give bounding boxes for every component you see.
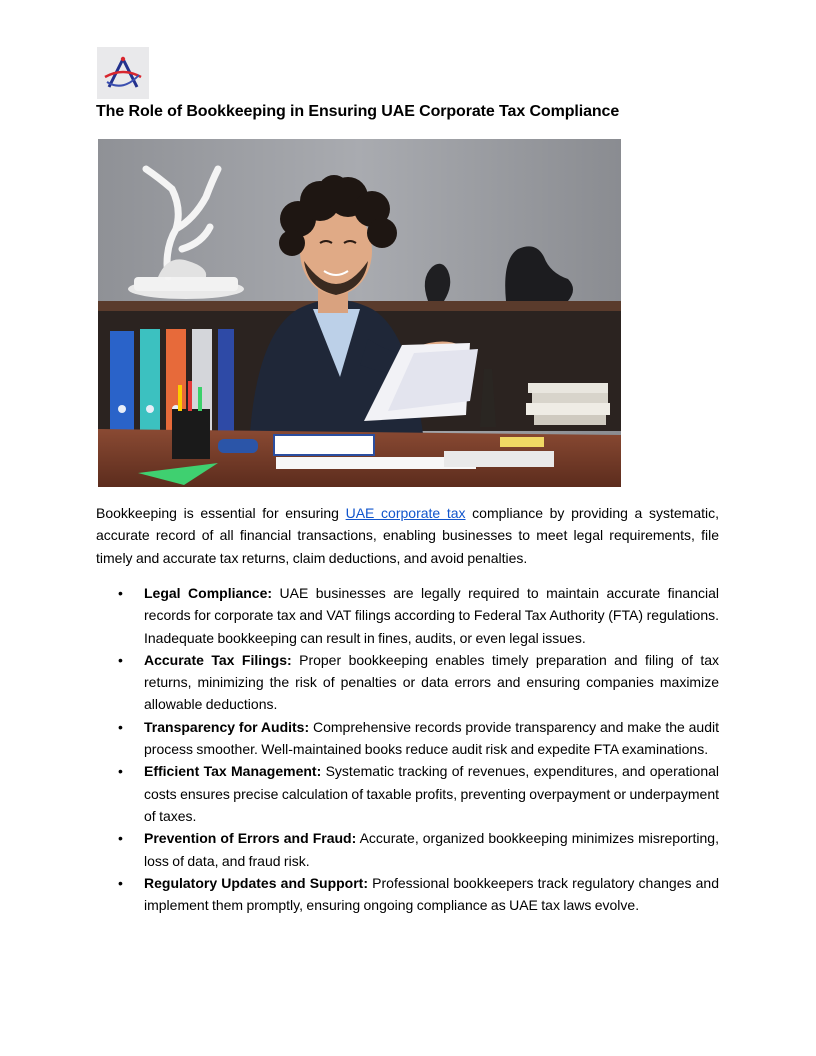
intro-paragraph [96,502,719,569]
intro-text-end: compliance by providing a systematic, accurate record of all financial transactions, enabling businesses to meet legal requirements, file timely and accurate tax returns, claim deductions, and avoid penalties. [96,505,719,566]
list-item-legal-compliance [118,582,719,649]
bullet-icon: • [118,830,123,847]
hero-image [98,139,621,487]
bullet-icon: • [118,763,123,780]
bullet-term: Transparency for Audits: [144,718,310,735]
bullet-term: Regulatory Updates and Support: [144,874,369,891]
uae-corporate-tax-link[interactable]: UAE corporate tax [345,505,466,521]
list-item-regulatory-updates [118,872,719,917]
page-title: The Role of Bookkeeping in Ensuring UAE Corporate Tax Compliance [96,103,620,120]
bullet-term: Prevention of Errors and Fraud: [144,830,357,847]
bullet-term: Accurate Tax Filings: [144,651,292,668]
bullet-text: Systematic tracking of revenues, expenditures, and operational costs ensures precise calculation of taxable profits, preventing overpayment or underpayment of taxes. [144,763,720,824]
intro-text-start: Bookkeeping is essential for ensuring [96,505,346,521]
bullet-icon: • [118,585,123,601]
company-logo [97,47,149,99]
bullet-icon: • [118,874,123,891]
benefits-list [118,582,720,916]
bullet-text: UAE businesses are legally required to maintain accurate financial records for corporate tax and VAT filings according to Federal Tax Authority (FTA) regulations. Inadequate bookkeeping can result in fines, audits, or even legal issues. [144,585,719,646]
bullet-text: Accurate, organized bookkeeping minimizes misreporting, loss of data, and fraud risk. [144,830,719,869]
bullet-text: Professional bookkeepers track regulatory changes and implement them promptly, ensuring ongoing compliance as UAE tax laws evolve. [144,874,719,914]
bullet-icon: • [118,718,123,735]
bullet-term: Legal Compliance: [144,585,273,601]
company-logo-icon [97,47,149,99]
list-item-transparency-for-audits [118,716,719,761]
list-item-accurate-tax-filings [118,649,720,716]
bullet-text: Proper bookkeeping enables timely preparation and filing of tax returns, minimizing the risk of penalties or data errors and ensuring companies maximize allowable deductions. [144,651,720,713]
list-item-efficient-tax-management [118,760,720,827]
bullet-icon: • [118,651,123,668]
bullet-text: Comprehensive records provide transparency and make the audit process smoother. Well-maintained books reduce audit risk and expedite FTA examinations. [144,718,719,758]
list-item-prevention-of-errors [118,827,719,872]
bullet-term: Efficient Tax Management: [144,763,322,780]
office-man-handing-document-image [98,139,621,487]
